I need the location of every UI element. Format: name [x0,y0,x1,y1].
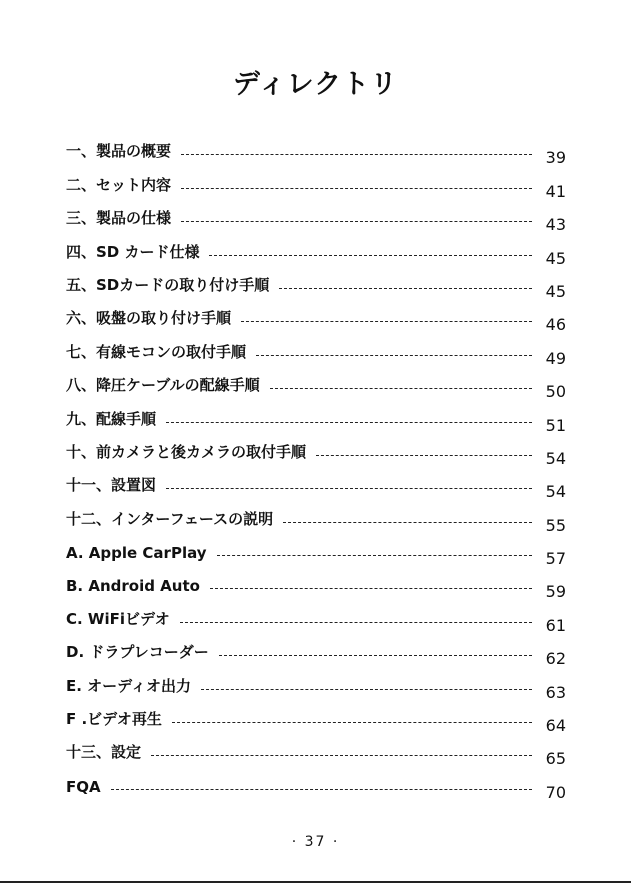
toc-entry [66,336,566,369]
toc-entry-page: 55 [545,515,566,535]
toc-entry [66,203,566,236]
dotted-leader [166,422,532,423]
dotted-leader [181,154,532,155]
toc-entry-label: 十三、設定 [66,743,142,762]
toc-entry [66,236,566,269]
toc-entry [66,403,566,436]
dotted-leader [270,388,532,389]
toc-entry-page: 57 [545,549,566,569]
toc-entry-label: 十二、インターフェースの説明 [66,509,274,528]
toc-entry-label: 四、SD カード仕様 [66,242,200,261]
toc-entry-page: 54 [545,482,566,502]
toc-entry [66,670,566,703]
toc-entry [66,603,566,636]
toc-entry-page: 39 [545,148,566,168]
toc-entry [66,503,566,536]
toc-entry-label: C. WiFiビデオ [66,609,170,628]
toc-entry [66,136,566,169]
toc-entry-page: 45 [545,281,566,301]
toc-entry-label: 十、前カメラと後カメラの取付手順 [66,442,307,461]
toc-entry-page: 64 [545,716,566,736]
dotted-leader [283,522,532,523]
toc-entry-page: 45 [545,248,566,268]
dotted-leader [210,588,532,589]
dotted-leader [181,188,532,189]
dotted-leader [209,255,532,256]
dotted-leader [111,789,532,790]
dotted-leader [316,455,532,456]
toc-entry [66,437,566,470]
toc-entry-page: 43 [545,215,566,235]
toc-entry-label: 九、配線手順 [66,409,157,428]
toc-entry-label: A. Apple CarPlay [66,544,207,563]
toc-entry [66,470,566,503]
toc-entry-label: 三、製品の仕様 [66,209,172,228]
dotted-leader [256,355,532,356]
toc-entry-page: 63 [545,682,566,702]
toc-entry-label: 五、SDカードの取り付け手順 [66,275,270,294]
toc-entry-page: 70 [545,782,566,802]
toc-entry-page: 46 [545,315,566,335]
toc-entry [66,770,566,803]
toc-entry [66,704,566,737]
dotted-leader [180,622,532,623]
toc-entry-page: 61 [545,615,566,635]
toc-entry [66,270,566,303]
toc-entry-page: 50 [545,382,566,402]
dotted-leader [166,488,532,489]
table-of-contents [66,136,566,804]
toc-entry-label: 七、有線モコンの取付手順 [66,342,247,361]
toc-entry-label: D. ドラプレコーダー [66,643,209,662]
toc-entry [66,737,566,770]
toc-entry [66,570,566,603]
toc-entry-label: 二、セット内容 [66,175,172,194]
toc-entry-page: 41 [545,181,566,201]
dotted-leader [151,755,532,756]
toc-entry-label: F .ビデオ再生 [66,710,162,729]
toc-entry [66,537,566,570]
toc-entry-label: 六、吸盤の取り付け手順 [66,309,232,328]
dotted-leader [279,288,532,289]
toc-entry [66,169,566,202]
toc-entry-label: 十一、設置図 [66,476,157,495]
toc-entry-label: 一、製品の概要 [66,142,172,161]
toc-entry-page: 54 [545,448,566,468]
toc-entry-page: 59 [545,582,566,602]
toc-entry-label: 八、降圧ケーブルの配線手順 [66,376,260,395]
toc-entry-label: B. Android Auto [66,577,200,596]
dotted-leader [172,722,532,723]
page-title: ディレクトリ [232,69,399,100]
dotted-leader [181,221,532,222]
dotted-leader [217,555,532,556]
page-number: · 37 · [291,834,340,850]
toc-entry [66,637,566,670]
dotted-leader [219,655,532,656]
toc-entry-label: FQA [66,777,101,796]
toc-entry-page: 65 [545,749,566,769]
toc-entry-page: 49 [545,348,566,368]
dotted-leader [201,689,532,690]
toc-entry-page: 51 [545,415,566,435]
toc-entry-page: 62 [545,649,566,669]
toc-entry-label: E. オーディオ出力 [66,676,191,695]
toc-entry [66,303,566,336]
toc-entry [66,370,566,403]
dotted-leader [241,321,532,322]
